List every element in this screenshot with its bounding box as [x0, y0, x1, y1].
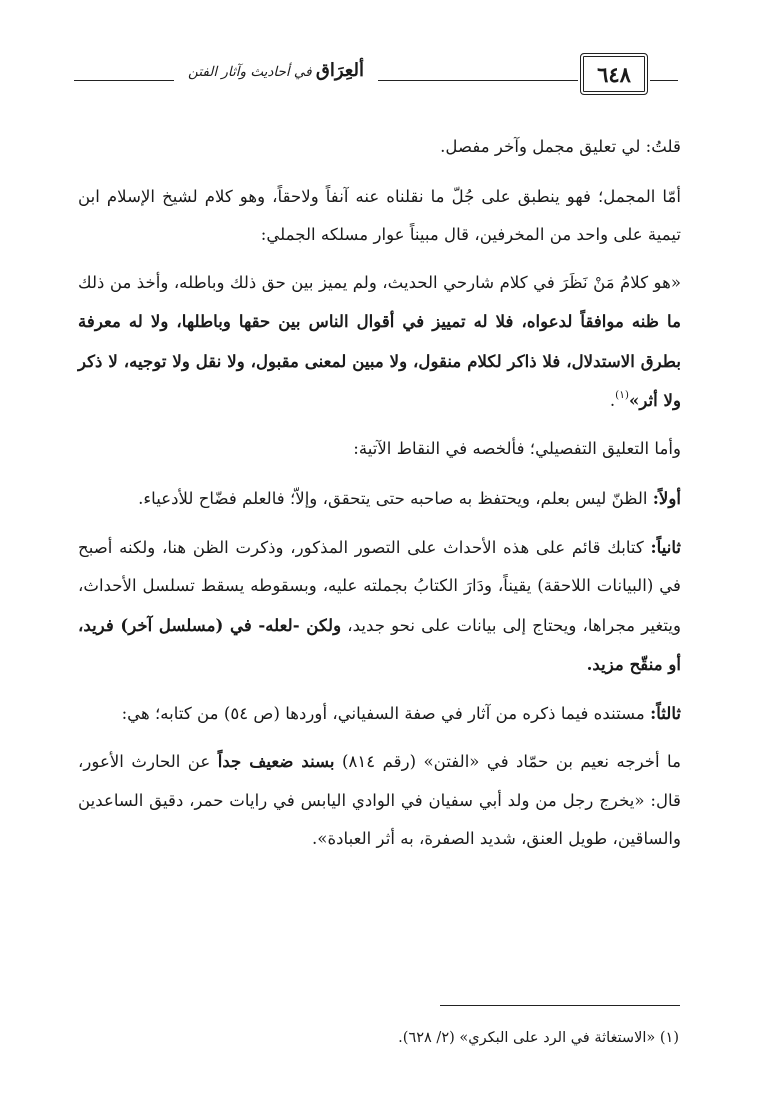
paragraph-4: وأما التعليق التفصيلي؛ فألخصه في النقاط الآتية:	[353, 438, 681, 458]
footnote: (١) «الاستغاثة في الرد على البكري» (٢/ ٦٢٨).	[398, 1030, 679, 1046]
running-title	[176, 60, 376, 90]
quote-lead: «هو كلامُ مَنْ نَظَرَ في كلام شارحي الحديث، ولم يميز بين حق ذلك وباطله، وأخذ من ذلك	[78, 272, 681, 292]
header-rule-right	[650, 80, 678, 81]
point-first-text: الظنّ ليس بعلم، ويحتفظ به صاحبه حتى يتحقق، وإلاّ؛ فالعلم فضّاح للأدعياء.	[138, 489, 648, 508]
header-rule-middle	[378, 80, 578, 81]
point-third-label: ثالثاً:	[650, 702, 681, 723]
header-rule-left	[74, 80, 174, 81]
narration-bold: بسند ضعيف جداً	[217, 751, 335, 771]
paragraph-2: أمّا المجمل؛ فهو ينطبق على جُلّ ما نقلناه عنه آنفاً ولاحقاً، وهو كلام لشيخ الإسلام ابن تيمية على واحد من المخرفين، قال مبيناً عوار مسلكه الجملي:	[78, 186, 681, 244]
narration-text: عن الحارث الأعور، قال: «يخرج رجل من ولد أبي سفيان في الوادي اليابس في رايات حمر، دقيق الساعدين والساقين، طويل العنق، شديد الصفرة، به أثر العبادة».	[78, 752, 681, 848]
point-second-bold: ولكن -لعله- في (مسلسل آخر) فريد، أو منقّح مزيد.	[78, 614, 681, 674]
point-first	[78, 479, 681, 519]
page-header	[0, 46, 759, 102]
paragraph-1: قلتُ: لي تعليق مجمل وآخر مفصل.	[440, 137, 681, 156]
narration-lead: ما أخرجه نعيم بن حمّاد في «الفتن» (رقم ٨١٤)	[341, 752, 681, 771]
paragraph-quote	[78, 264, 681, 421]
page-number: ٦٤٨	[580, 53, 648, 95]
footnote-marker: (١)	[615, 389, 629, 401]
point-first-label: أولاً:	[652, 488, 681, 508]
point-second-label: ثانياً:	[650, 536, 681, 557]
paragraph-narration	[78, 742, 681, 859]
main-text	[78, 128, 681, 868]
point-second-text: كتابك قائم على هذه الأحداث على التصور المذكور، وذكرت الظن هنا، ولكنه أصبح في (البيانات اللاحقة) يقيناً، ودَارَ الكتابُ بجملته عليه، وبسقوطه يسقط تسلسل الأحداث، ويتغير مجراها، ويحتاج إلى بيانات على نحو جديد،	[78, 537, 682, 635]
point-second	[78, 528, 681, 685]
quote-end: .	[609, 391, 616, 410]
point-third	[78, 694, 681, 734]
point-third-text: مستنده فيما ذكره من آثار في صفة السفياني، أوردها (ص ٥٤) من كتابه؛ هي:	[121, 703, 645, 723]
book-title-sub: في أحاديث وآثار الفتن	[188, 64, 312, 80]
book-title-main: ألعِرَاق	[315, 60, 364, 81]
quote-bold: ما ظنه موافقاً لدعواه، فلا له تمييز في أقوال الناس بين حقها وباطلها، ولا له معرفة بطرق الاستدلال، فلا ذاكر لكلام منقول، ولا مبين لمعنى مقبول، ولا نقل ولا توجيه، لا ذكر ولا أثر»	[78, 311, 681, 410]
footnote-separator	[440, 1005, 680, 1006]
